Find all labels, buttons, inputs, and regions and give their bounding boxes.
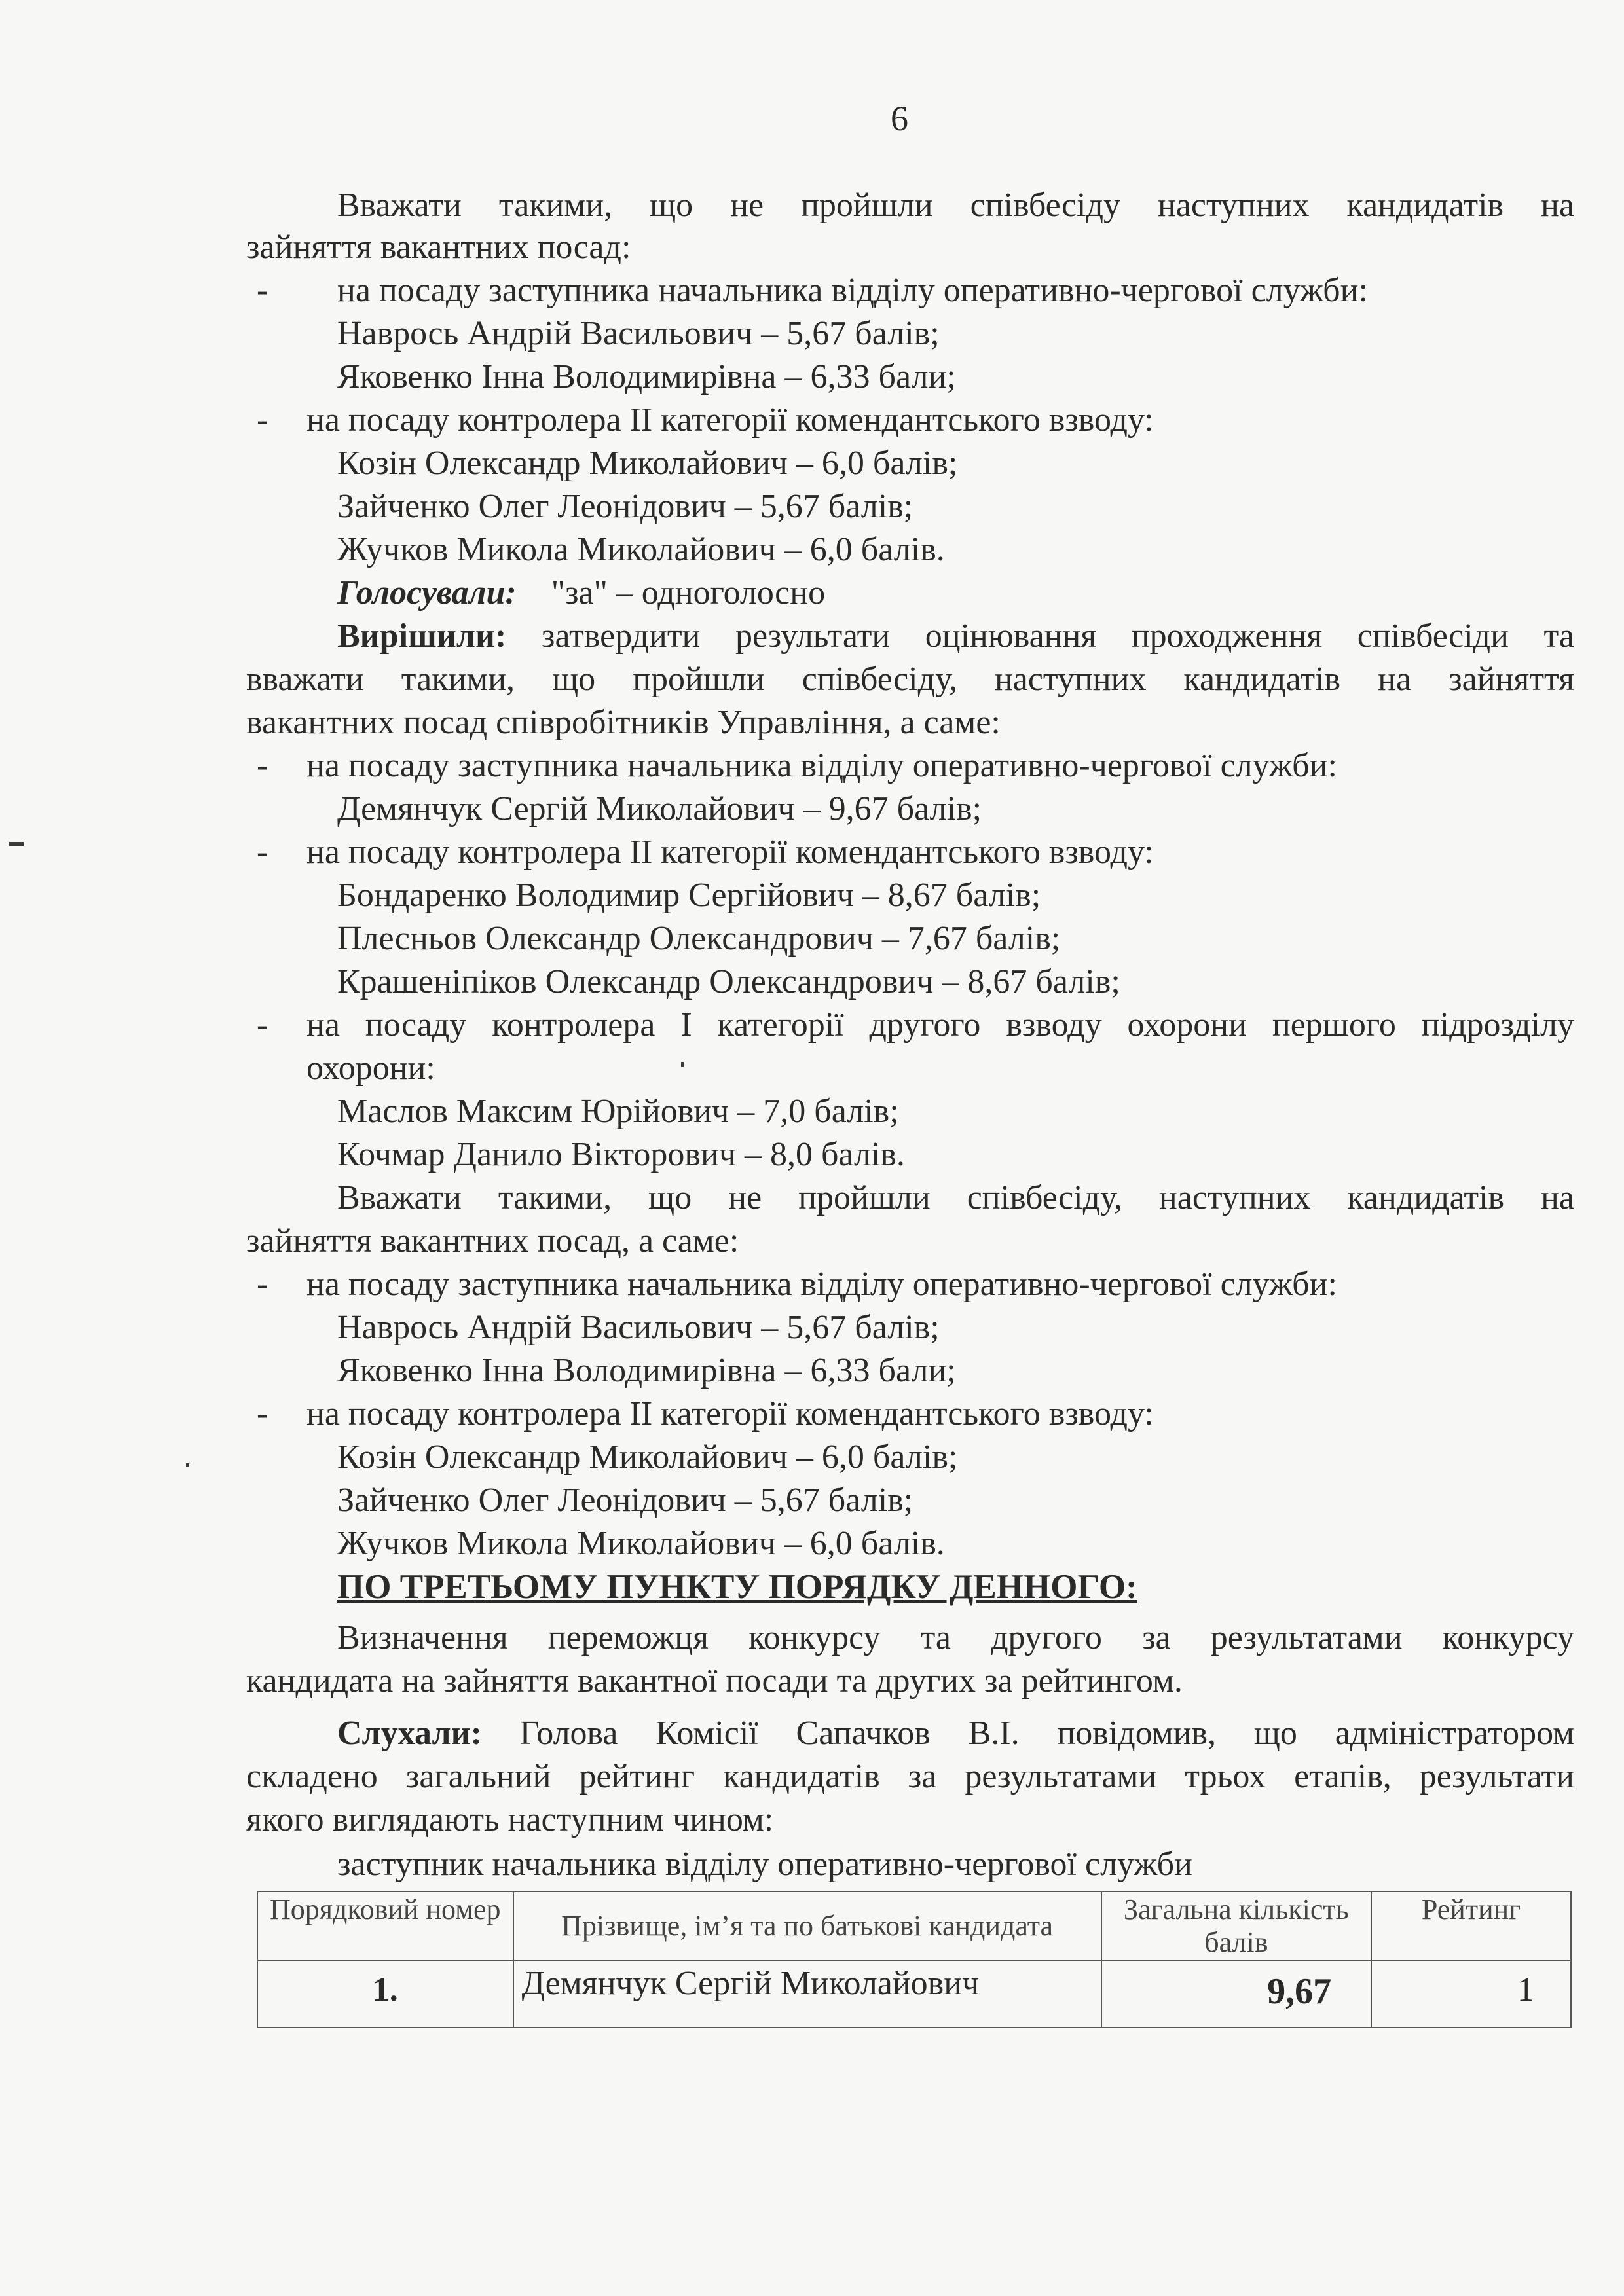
candidate-line: Зайченко Олег Леонідович – 5,67 балів; [337, 488, 913, 525]
candidate-line: Яковенко Інна Володимирівна – 6,33 бали; [337, 358, 956, 395]
rating-table [257, 1891, 1572, 2028]
list-dash: - [257, 1266, 268, 1303]
decision-text: затвердити результати оцінювання проходження співбесіди та [541, 617, 1574, 655]
list-dash: - [257, 747, 268, 784]
heard-line: складено загальний рейтинг кандидатів за результатами трьох етапів, результати [246, 1758, 1574, 1795]
list-dash: - [257, 272, 268, 309]
scan-speck [186, 1463, 189, 1467]
heard-line: якого виглядають наступним чином: [246, 1801, 774, 1838]
list-dash: - [257, 833, 268, 871]
cell-number: 1. [257, 1961, 513, 2028]
intro-line: зайняття вакантних посад, а саме: [246, 1222, 739, 1260]
position-line: на посаду контролера ІІ категорії комендантського взводу: [306, 401, 1154, 439]
candidate-line: Маслов Максим Юрійович – 7,0 балів; [337, 1093, 899, 1130]
list-dash: - [257, 401, 268, 439]
cell-score: 9,67 [1101, 1961, 1371, 2028]
heard-text: Голова Комісії Сапачков В.І. повідомив, що адміністратором [519, 1715, 1574, 1752]
intro-line: зайняття вакантних посад: [246, 228, 631, 266]
position-line: на посаду заступника начальника відділу оперативно-чергової служби: [306, 1266, 1337, 1303]
vote-label: Голосували: [337, 574, 517, 611]
candidate-line: Наврось Андрій Васильович – 5,67 балів; [337, 1309, 940, 1346]
page-number: 6 [891, 99, 908, 138]
heard-label: Слухали: [337, 1715, 482, 1752]
candidate-line: Жучков Микола Миколайович – 6,0 балів. [337, 531, 945, 568]
scan-speck [681, 1062, 684, 1067]
table-caption: заступник начальника відділу оперативно-чергової служби [337, 1846, 1192, 1883]
header-rating: Рейтинг [1371, 1891, 1571, 1961]
section-heading: ПО ТРЕТЬОМУ ПУНКТУ ПОРЯДКУ ДЕННОГО: [337, 1568, 1137, 1606]
table-row [257, 1961, 1571, 2028]
position-line: охорони: [306, 1049, 435, 1087]
position-line: на посаду контролера І категорії другого взводу охорони першого підрозділу [306, 1006, 1574, 1044]
candidate-line: Наврось Андрій Васильович – 5,67 балів; [337, 315, 940, 352]
decision-label: Вирішили: [337, 617, 507, 655]
decision-line: вважати такими, що пройшли співбесіду, наступних кандидатів на зайняття [246, 661, 1574, 698]
decision-line [337, 615, 1574, 657]
position-line: на посаду контролера ІІ категорії комендантського взводу: [306, 833, 1154, 871]
position-line: на посаду контролера ІІ категорії комендантського взводу: [306, 1395, 1154, 1432]
table-header-row [257, 1891, 1571, 1961]
cell-rating: 1 [1371, 1961, 1571, 2028]
list-dash: - [257, 1006, 268, 1044]
header-number: Порядковий номер [257, 1891, 513, 1961]
position-line: на посаду заступника начальника відділу оперативно-чергової служби: [306, 747, 1337, 784]
agenda-line: Визначення переможця конкурсу та другого за результатами конкурсу [337, 1619, 1574, 1656]
header-score: Загальна кількість балів [1101, 1891, 1371, 1961]
candidate-line: Крашеніпіков Олександр Олександрович – 8,67 балів; [337, 963, 1120, 1000]
candidate-line: Козін Олександр Миколайович – 6,0 балів; [337, 445, 958, 482]
vote-value: "за" – одноголосно [551, 574, 826, 611]
cell-name: Демянчук Сергій Миколайович [513, 1961, 1101, 2028]
candidate-line: Кочмар Данило Вікторович – 8,0 балів. [337, 1136, 905, 1173]
decision-line: вакантних посад співробітників Управління, а саме: [246, 704, 1001, 741]
candidate-line: Жучков Микола Миколайович – 6,0 балів. [337, 1525, 945, 1562]
position-line: на посаду заступника начальника відділу оперативно-чергової служби: [337, 272, 1368, 309]
header-name: Прізвище, ім’я та по батькові кандидата [513, 1891, 1101, 1961]
candidate-line: Яковенко Інна Володимирівна – 6,33 бали; [337, 1352, 956, 1389]
list-dash: - [257, 1395, 268, 1432]
vote-line [337, 572, 1624, 614]
scan-speck [9, 842, 24, 846]
intro-line: Вважати такими, що не пройшли співбесіду, наступних кандидатів на [337, 1179, 1574, 1216]
intro-line: Вважати такими, що не пройшли співбесіду наступних кандидатів на [337, 187, 1574, 224]
candidate-line: Зайченко Олег Леонідович – 5,67 балів; [337, 1482, 913, 1519]
candidate-line: Демянчук Сергій Миколайович – 9,67 балів; [337, 790, 982, 828]
candidate-line: Плесньов Олександр Олександрович – 7,67 балів; [337, 920, 1061, 957]
candidate-line: Бондаренко Володимир Сергійович – 8,67 балів; [337, 877, 1041, 914]
agenda-line: кандидата на зайняття вакантної посади та других за рейтингом. [246, 1662, 1183, 1700]
heard-line [337, 1713, 1574, 1755]
candidate-line: Козін Олександр Миколайович – 6,0 балів; [337, 1438, 958, 1476]
